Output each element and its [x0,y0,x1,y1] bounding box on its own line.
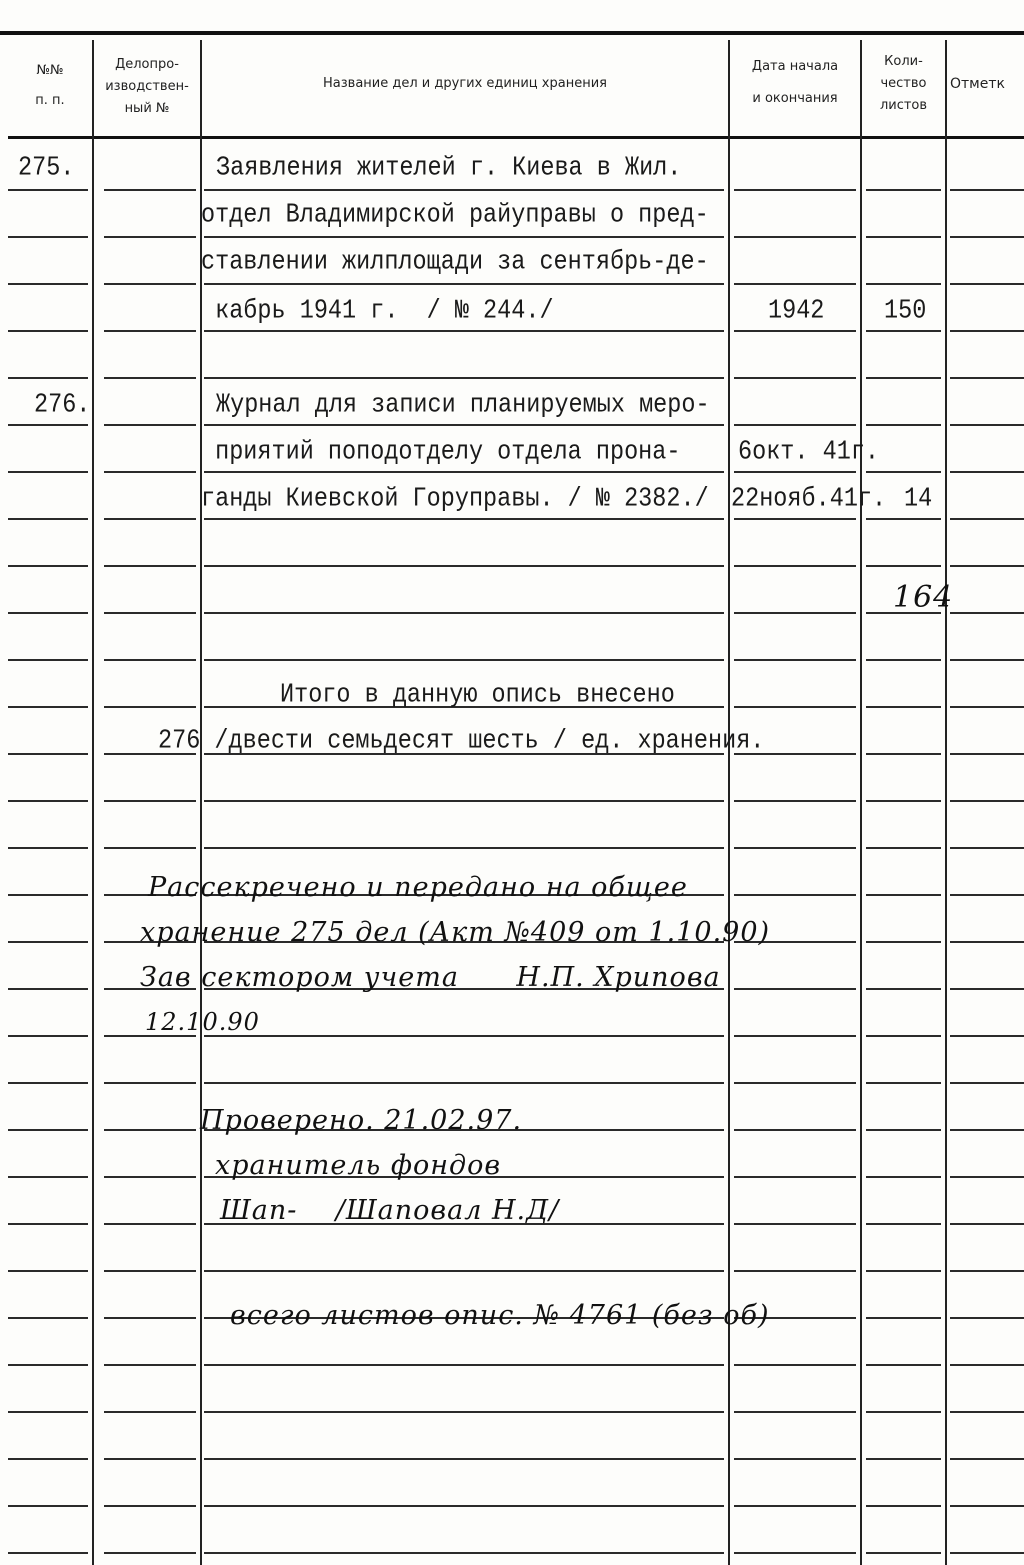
ruled-line [950,1458,1024,1460]
ruled-line [866,1035,941,1037]
ruled-line [104,1176,196,1178]
ruled-line [734,471,856,473]
header-text: Коли- [884,54,923,69]
ruled-line [204,1411,724,1413]
ruled-line [8,1129,88,1131]
handwritten-sheet-count: 164 [893,580,954,615]
ruled-line [866,1411,941,1413]
ruled-line [950,471,1024,473]
ruled-line [866,894,941,896]
ruled-line [734,847,856,849]
ruled-line [950,424,1024,426]
ruled-line [950,330,1024,332]
ruled-line [104,1458,196,1460]
ruled-line [734,1411,856,1413]
ruled-line [8,1411,88,1413]
ruled-line [950,1317,1024,1319]
ruled-line [204,424,724,426]
header-text: листов [879,98,928,113]
handwritten-date: 12.10.90 [145,1008,260,1036]
column-divider [945,40,947,1565]
ruled-line [204,565,724,567]
ruled-line [8,518,88,520]
ruled-line [950,1129,1024,1131]
ruled-line [8,1035,88,1037]
entry-date-end: 22нояб.41г. [731,483,887,515]
ruled-line [8,847,88,849]
ruled-line [734,1364,856,1366]
ruled-line [734,424,856,426]
ruled-line [204,612,724,614]
ruled-line [204,330,724,332]
ruled-line [734,800,856,802]
ruled-line [866,659,941,661]
ruled-line [734,706,856,708]
ruled-line [8,424,88,426]
ruled-line [734,1552,856,1554]
ruled-line [866,236,941,238]
ruled-line [104,1411,196,1413]
ruled-line [8,800,88,802]
ruled-line [734,1129,856,1131]
ruled-line [734,1223,856,1225]
header-text: п. п. [35,93,65,108]
ruled-line [8,753,88,755]
header-title: Название дел и других единиц хранения [323,76,607,91]
ruled-line [866,1082,941,1084]
ruled-line [104,377,196,379]
entry-title-line: Заявления жителей г. Киева в Жил. [216,152,682,184]
ruled-line [204,1505,724,1507]
ruled-line [734,1270,856,1272]
handwritten-total-sheets: всего листов опис. № 4761 (без об) [230,1300,770,1331]
ruled-line [8,1317,88,1319]
ruled-line [104,471,196,473]
ruled-line [950,1082,1024,1084]
header-count [862,51,945,117]
ruled-line [8,236,88,238]
ruled-line [734,189,856,191]
header-text: изводствен- [105,79,189,94]
ruled-line [866,1270,941,1272]
ruled-line [950,612,1024,614]
ruled-line [866,330,941,332]
header-notes: Отметк [950,76,1005,92]
ruled-line [8,1176,88,1178]
entry-title-line: отдел Владимирской райуправы о пред- [201,199,709,231]
ruled-line [950,1035,1024,1037]
ruled-line [734,1176,856,1178]
ruled-line [204,283,724,285]
ruled-line [204,518,724,520]
ruled-line [104,659,196,661]
ruled-line [734,988,856,990]
ruled-line [734,1082,856,1084]
ruled-line [8,1505,88,1507]
ruled-line [950,706,1024,708]
header-text: Делопро- [115,57,179,72]
ruled-line [866,753,941,755]
ruled-line [204,1035,724,1037]
column-divider [860,40,862,1565]
ruled-line [8,1223,88,1225]
ruled-line [866,189,941,191]
ruled-line [950,377,1024,379]
ruled-line [866,1129,941,1131]
ruled-line [8,283,88,285]
entry-title-line: приятий поподотделу отдела прона- [201,436,681,468]
ruled-line [950,1364,1024,1366]
ruled-line [734,1505,856,1507]
ruled-line [734,330,856,332]
ruled-line [104,518,196,520]
ruled-line [204,847,724,849]
handwritten-line: хранитель фондов [215,1150,502,1181]
ruled-line [104,1364,196,1366]
ruled-line [866,800,941,802]
header-text: Дата начала [751,59,839,74]
ruled-line [866,283,941,285]
ruled-line [204,189,724,191]
ruled-line [204,1082,724,1084]
ruled-line [104,612,196,614]
header-text: чество [880,76,927,91]
entry-title-line: ставлении жилплощади за сентябрь-де- [201,246,709,278]
ruled-line [950,1552,1024,1554]
ruled-line [950,894,1024,896]
ruled-line [950,1411,1024,1413]
ruled-line [950,283,1024,285]
header-office-num [94,54,200,120]
top-border [0,31,1024,35]
ruled-line [950,941,1024,943]
ruled-line [8,706,88,708]
ruled-line [8,1270,88,1272]
ruled-line [866,941,941,943]
ruled-line [204,1552,724,1554]
ruled-line [104,706,196,708]
ruled-line [8,1458,88,1460]
ruled-line [866,1364,941,1366]
ruled-line [950,1223,1024,1225]
entry-sheet-count: 150 [884,295,927,327]
entry-title-line: Журнал для записи планируемых меро- [216,389,710,421]
ruled-line [104,1505,196,1507]
ruled-line [204,471,724,473]
ruled-line [8,612,88,614]
entry-title-line: ганды Киевской Горуправы. / № 2382./ [201,483,709,515]
ruled-line [8,1082,88,1084]
ruled-line [950,236,1024,238]
ruled-line [866,988,941,990]
ruled-line [950,1176,1024,1178]
ruled-line [734,565,856,567]
ruled-line [866,1458,941,1460]
entry-sheet-count: 14 [904,483,933,515]
entry-number: 276. [34,389,91,421]
header-num [10,60,90,112]
ruled-line [950,1505,1024,1507]
ruled-line [866,1505,941,1507]
ruled-line [950,988,1024,990]
ruled-line [950,753,1024,755]
ruled-line [204,1364,724,1366]
ruled-line [866,1552,941,1554]
ruled-line [8,941,88,943]
ruled-line [950,1270,1024,1272]
ruled-line [734,518,856,520]
ruled-line [8,1552,88,1554]
ruled-line [104,330,196,332]
handwritten-line: хранение 275 дел (Акт №409 от 1.10.90) [140,917,771,948]
ruled-line [8,659,88,661]
ruled-line [734,659,856,661]
entry-number: 275. [18,152,75,184]
handwritten-line: Проверено. 21.02.97. [200,1105,523,1136]
totals-count-line: 276 /двести семьдесят шесть / ед. хранения. [158,725,765,757]
ruled-line [950,847,1024,849]
column-divider [728,40,730,1565]
entry-dates: 1942 [768,295,825,327]
header-text: №№ [36,63,64,78]
ruled-line [104,1317,196,1319]
ruled-line [8,1364,88,1366]
entry-date-start: 6окт. 41г. [738,436,880,468]
ruled-line [866,518,941,520]
ruled-line [8,894,88,896]
ruled-line [104,189,196,191]
ruled-line [950,659,1024,661]
ruled-line [734,894,856,896]
ruled-line [8,565,88,567]
ruled-line [204,236,724,238]
ruled-line [866,847,941,849]
ruled-line [104,800,196,802]
ruled-line [866,1317,941,1319]
ruled-line [204,1270,724,1272]
ruled-line [734,1035,856,1037]
ruled-line [104,1082,196,1084]
header-text: и окончания [752,91,838,106]
handwritten-signature-line: Шап- /Шаповал Н.Д/ [220,1195,560,1226]
ruled-line [104,565,196,567]
ruled-line [950,565,1024,567]
ruled-line [8,330,88,332]
handwritten-signature-line: Зав сектором учета Н.П. Хрипова [140,962,721,993]
ruled-line [866,1176,941,1178]
ruled-line [734,612,856,614]
ruled-line [866,1223,941,1225]
ruled-line [204,1458,724,1460]
header-border [8,136,1024,139]
totals-line: Итого в данную опись внесено [280,679,675,711]
ruled-line [8,471,88,473]
ruled-line [104,236,196,238]
ruled-line [866,424,941,426]
ruled-line [204,377,724,379]
ruled-line [104,1270,196,1272]
ruled-line [8,377,88,379]
ruled-line [104,1552,196,1554]
ruled-line [950,189,1024,191]
header-text: ный № [124,101,170,116]
ruled-line [204,659,724,661]
ruled-line [104,424,196,426]
ruled-line [734,377,856,379]
header-dates [730,56,860,110]
ruled-line [734,283,856,285]
ruled-line [866,377,941,379]
ruled-line [866,565,941,567]
ruled-line [950,518,1024,520]
ruled-line [734,236,856,238]
handwritten-line: Рассекречено и передано на общее [148,872,688,903]
ruled-line [866,471,941,473]
ruled-line [8,988,88,990]
ruled-line [866,706,941,708]
ruled-line [104,847,196,849]
column-divider [92,40,94,1565]
ruled-line [104,283,196,285]
ruled-line [734,1458,856,1460]
ruled-line [950,800,1024,802]
ruled-line [104,1223,196,1225]
ruled-line [104,1129,196,1131]
ruled-line [204,800,724,802]
ruled-line [8,189,88,191]
entry-title-line: кабрь 1941 г. / № 244./ [201,295,554,327]
